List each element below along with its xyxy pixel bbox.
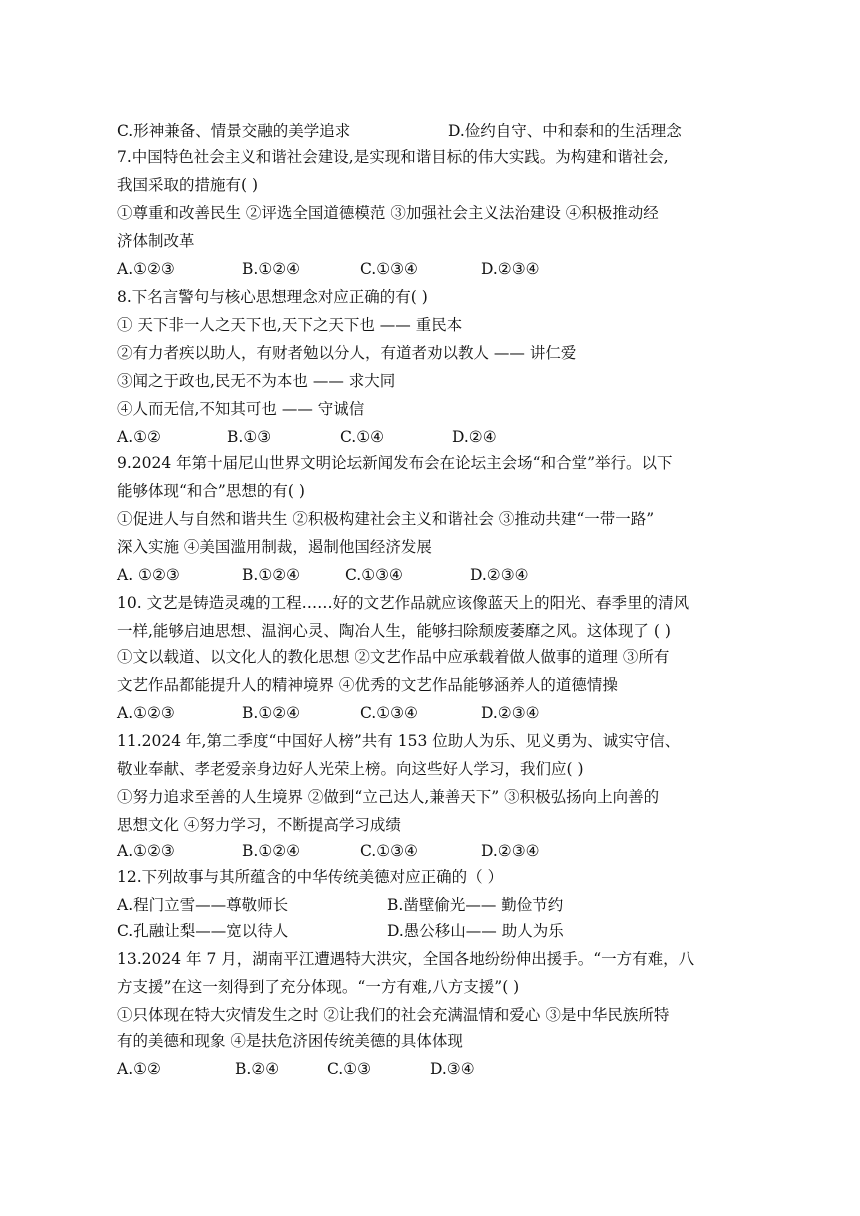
- q9-option-c: C.①③④: [345, 566, 403, 584]
- q7-option-a: A.①②③: [117, 260, 175, 278]
- q6-option-c: C.形神兼备、情景交融的美学追求: [117, 122, 351, 140]
- q12-option-a: A.程门立雪——尊敬师长: [117, 896, 289, 914]
- q9-items-line-1: ①促进人与自然和谐共生 ②积极构建社会主义和谐社会 ③推动共建“一带一路”: [117, 510, 655, 528]
- q9-option-a: A. ①②③: [117, 566, 180, 584]
- q7-items-line-2: 济体制改革: [117, 232, 195, 250]
- q9-option-d: D.②③④: [470, 566, 529, 584]
- q11-items-line-1: ①努力追求至善的人生境界 ②做到“立己达人,兼善天下” ③积极弘扬向上向善的: [117, 788, 660, 806]
- q10-stem-line-2: 一样,能够启迪思想、温润心灵、陶冶人生，能够扫除颓废萎靡之风。这体现了 ( ): [117, 622, 671, 640]
- q13-items-line-1: ①只体现在特大灾情发生之时 ②让我们的社会充满温情和爱心 ③是中华民族所特: [117, 1006, 670, 1024]
- q11-stem-line-1: 11.2024 年,第二季度“中国好人榜”共有 153 位助人为乐、见义勇为、诚实守信、: [117, 732, 681, 750]
- q10-items-line-1: ①文以载道、以文化人的教化思想 ②文艺作品中应承载着做人做事的道理 ③所有: [117, 648, 670, 666]
- q8-option-b: B.①③: [227, 428, 272, 446]
- q8-option-a: A.①②: [117, 428, 161, 446]
- q9-items-line-2: 深入实施 ④美国滥用制裁，遏制他国经济发展: [117, 538, 432, 556]
- q10-option-d: D.②③④: [481, 704, 540, 722]
- q10-option-c: C.①③④: [360, 704, 418, 722]
- q8-option-d: D.②④: [452, 428, 497, 446]
- q13-stem-line-1: 13.2024 年 7 月，湖南平江遭遇特大洪灾，全国各地纷纷伸出援手。“一方有难，八: [117, 950, 695, 968]
- q13-option-c: C.①③: [327, 1060, 372, 1078]
- q8-option-c: C.①④: [340, 428, 385, 446]
- q7-option-d: D.②③④: [481, 260, 540, 278]
- q13-option-a: A.①②: [117, 1060, 161, 1078]
- q7-stem-line-2: 我国采取的措施有( ): [117, 176, 259, 194]
- q10-stem-line-1: 10. 文艺是铸造灵魂的工程……好的文艺作品就应该像蓝天上的阳光、春季里的清风: [117, 594, 690, 612]
- q10-items-line-2: 文艺作品都能提升人的精神境界 ④优秀的文艺作品能够涵养人的道德情操: [117, 676, 618, 694]
- q7-option-c: C.①③④: [360, 260, 418, 278]
- q11-option-b: B.①②④: [242, 842, 301, 860]
- q11-option-d: D.②③④: [481, 842, 540, 860]
- q9-stem-line-1: 9.2024 年第十届尼山世界文明论坛新闻发布会在论坛主会场“和合堂”举行。以下: [117, 454, 673, 472]
- q8-item-4: ④人而无信,不知其可也 —— 守诚信: [117, 400, 365, 418]
- q8-stem: 8.下名言警句与核心思想理念对应正确的有( ): [117, 288, 428, 306]
- q12-stem: 12.下列故事与其所蕴含的中华传统美德对应正确的（ ）: [117, 868, 504, 886]
- q13-items-line-2: 有的美德和现象 ④是扶危济困传统美德的具体体现: [117, 1032, 463, 1050]
- q8-item-2: ②有力者疾以助人，有财者勉以分人，有道者劝以教人 —— 讲仁爱: [117, 344, 577, 362]
- q12-option-c: C.孔融让梨——宽以待人: [117, 922, 289, 940]
- q9-stem-line-2: 能够体现“和合”思想的有( ): [117, 482, 305, 500]
- q7-stem-line-1: 7.中国特色社会主义和谐社会建设,是实现和谐目标的伟大实践。为构建和谐社会,: [117, 148, 669, 166]
- q11-stem-line-2: 敬业奉献、孝老爱亲身边好人光荣上榜。向这些好人学习，我们应( ): [117, 760, 584, 778]
- q10-option-b: B.①②④: [242, 704, 301, 722]
- q13-option-d: D.③④: [430, 1060, 475, 1078]
- q11-option-c: C.①③④: [360, 842, 418, 860]
- q7-option-b: B.①②④: [242, 260, 301, 278]
- q10-option-a: A.①②③: [117, 704, 175, 722]
- q13-option-b: B.②④: [235, 1060, 280, 1078]
- q8-item-1: ① 天下非一人之天下也,天下之天下也 —— 重民本: [117, 316, 463, 334]
- q11-items-line-2: 思想文化 ④努力学习，不断提高学习成绩: [117, 816, 401, 834]
- q9-option-b: B.①②④: [242, 566, 301, 584]
- q8-item-3: ③闻之于政也,民无不为本也 —— 求大同: [117, 372, 396, 390]
- q12-option-b: B.凿壁偷光—— 勤俭节约: [387, 896, 564, 914]
- q7-items-line-1: ①尊重和改善民生 ②评选全国道德模范 ③加强社会主义法治建设 ④积极推动经: [117, 204, 659, 222]
- q13-stem-line-2: 方支援”在这一刻得到了充分体现。“一方有难,八方支援”( ): [117, 978, 520, 996]
- q6-option-d: D.俭约自守、中和泰和的生活理念: [448, 122, 682, 140]
- q11-option-a: A.①②③: [117, 842, 175, 860]
- q12-option-d: D.愚公移山—— 助人为乐: [387, 922, 564, 940]
